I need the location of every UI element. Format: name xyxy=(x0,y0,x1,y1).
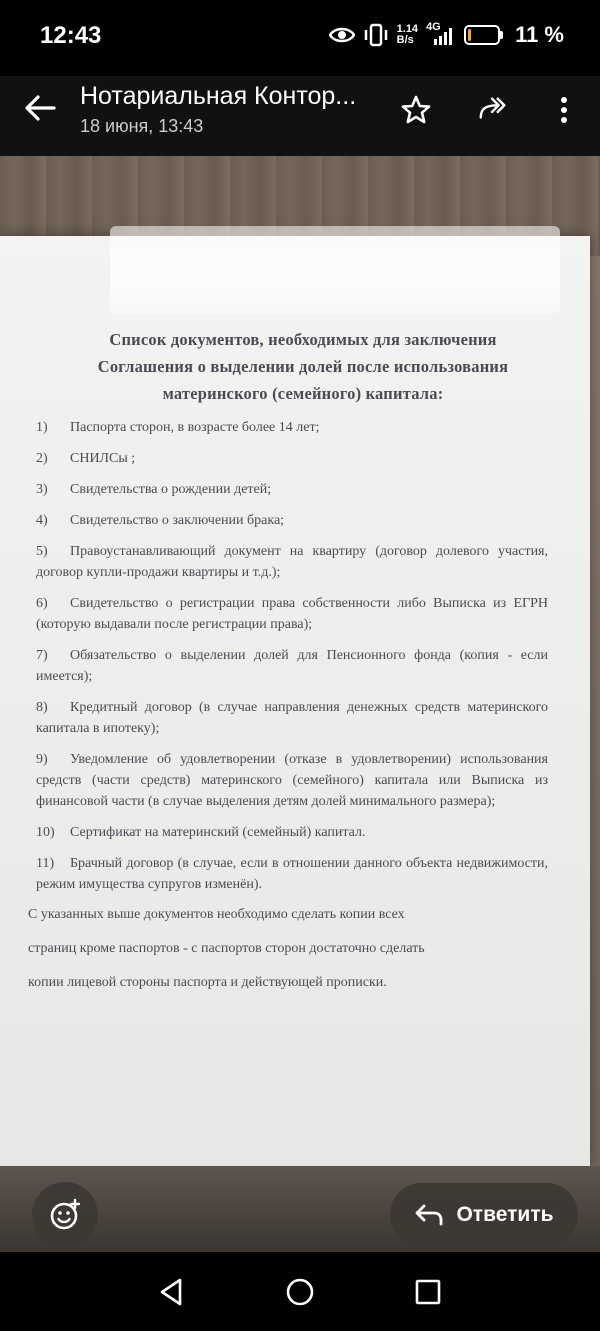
list-item-number: 7) xyxy=(36,648,48,663)
list-item-number: 8) xyxy=(36,700,48,715)
net-speed xyxy=(397,24,418,46)
net-speed-value: 1.14 xyxy=(396,23,419,35)
nav-recents-icon[interactable] xyxy=(410,1274,446,1310)
nav-bar xyxy=(0,1252,600,1331)
title-line-3: материнского (семейного) капитала: xyxy=(162,384,444,403)
emoji-add-icon xyxy=(48,1198,82,1232)
title-line-1: Список документов, необходимых для заключения xyxy=(109,330,497,349)
list-item-text: Правоустанавливающий документ на квартиру (договор долевого участия, договор купли-продажи квартиры и т.д.); xyxy=(36,544,548,580)
list-item-number: 5) xyxy=(36,544,48,559)
note-line-1: С указанных выше документов необходимо сделать копии всех xyxy=(28,907,405,922)
reply-label: Ответить xyxy=(456,1203,554,1226)
document-title xyxy=(28,326,548,407)
list-item-text: Брачный договор (в случае, если в отношении данного объекта недвижимости, режим имущества супругов изменён). xyxy=(36,856,548,892)
note-line-2: страниц кроме паспортов - с паспортов сторон достаточно сделать xyxy=(28,941,425,956)
forward-icon[interactable] xyxy=(477,94,509,126)
list-item xyxy=(28,697,548,739)
status-bar xyxy=(0,0,600,76)
list-item xyxy=(28,417,548,438)
title-line-2: Соглашения о выделении долей после использования xyxy=(97,357,509,376)
net-speed-unit: B/s xyxy=(396,34,414,46)
list-item xyxy=(28,853,548,895)
document-list xyxy=(28,417,548,895)
emoji-reaction-button[interactable] xyxy=(32,1182,98,1248)
list-item-text: Свидетельство о регистрации права собственности либо Выписка из ЕГРН (которую выдавали после регистрации права); xyxy=(36,596,548,632)
list-item-text: Сертификат на материнский (семейный) капитал. xyxy=(70,825,366,840)
list-item-number: 1) xyxy=(36,420,48,435)
list-item xyxy=(28,749,548,812)
list-item xyxy=(28,510,548,531)
tape-glare xyxy=(110,226,560,314)
list-item-number: 2) xyxy=(36,451,48,466)
more-vert-icon[interactable] xyxy=(548,94,580,126)
list-item-text: СНИЛСы ; xyxy=(70,451,136,466)
list-item-number: 6) xyxy=(36,596,48,611)
photo-viewer[interactable] xyxy=(0,156,600,1252)
list-item xyxy=(28,822,548,843)
list-item-number: 3) xyxy=(36,482,48,497)
eye-icon xyxy=(329,25,355,45)
list-item-number: 4) xyxy=(36,513,48,528)
star-icon[interactable] xyxy=(400,94,432,126)
reply-icon xyxy=(414,1203,444,1227)
status-time: 12:43 xyxy=(40,22,102,49)
list-item xyxy=(28,645,548,687)
viewer-header xyxy=(0,76,600,156)
list-item-text: Свидетельство о заключении брака; xyxy=(70,513,285,528)
list-item-number: 10) xyxy=(36,825,55,840)
back-arrow-icon[interactable] xyxy=(22,90,58,126)
status-icons xyxy=(329,22,564,48)
battery-fill xyxy=(468,29,471,41)
reply-button[interactable] xyxy=(390,1183,578,1247)
battery-icon xyxy=(464,25,503,45)
nav-home-icon[interactable] xyxy=(282,1274,318,1310)
list-item-text: Паспорта сторон, в возрасте более 14 лет; xyxy=(70,420,320,435)
list-item xyxy=(28,593,548,635)
battery-percent: 11 % xyxy=(515,22,564,47)
list-item-text: Обязательство о выделении долей для Пенсионного фонда (копия - если имеется); xyxy=(36,648,548,684)
note-line-3: копии лицевой стороны паспорта и действующей прописки. xyxy=(28,975,387,990)
list-item-text: Свидетельства о рождении детей; xyxy=(70,482,272,497)
list-item xyxy=(28,479,548,500)
chat-title: Нотариальная Контор... xyxy=(80,82,357,110)
list-item-number: 9) xyxy=(36,752,48,767)
signal-icon xyxy=(426,23,456,47)
nav-back-icon[interactable] xyxy=(154,1274,190,1310)
list-item xyxy=(28,448,548,469)
list-item-text: Уведомление об удовлетворении (отказе в удовлетворении) использования средств (части средств) материнского (семейного) капитала или Выписка из финансовой части (в случае выделения детям долей минимального размера); xyxy=(36,752,548,809)
message-date: 18 июня, 13:43 xyxy=(80,116,204,136)
list-item-text: Кредитный договор (в случае направления денежных средств материнского капитала в ипотеку); xyxy=(36,700,548,736)
vibrate-icon xyxy=(363,23,389,47)
network-type: 4G xyxy=(426,21,441,33)
list-item xyxy=(28,541,548,583)
list-item-number: 11) xyxy=(36,856,55,871)
document-note xyxy=(28,905,548,993)
document-content xyxy=(28,326,548,1007)
